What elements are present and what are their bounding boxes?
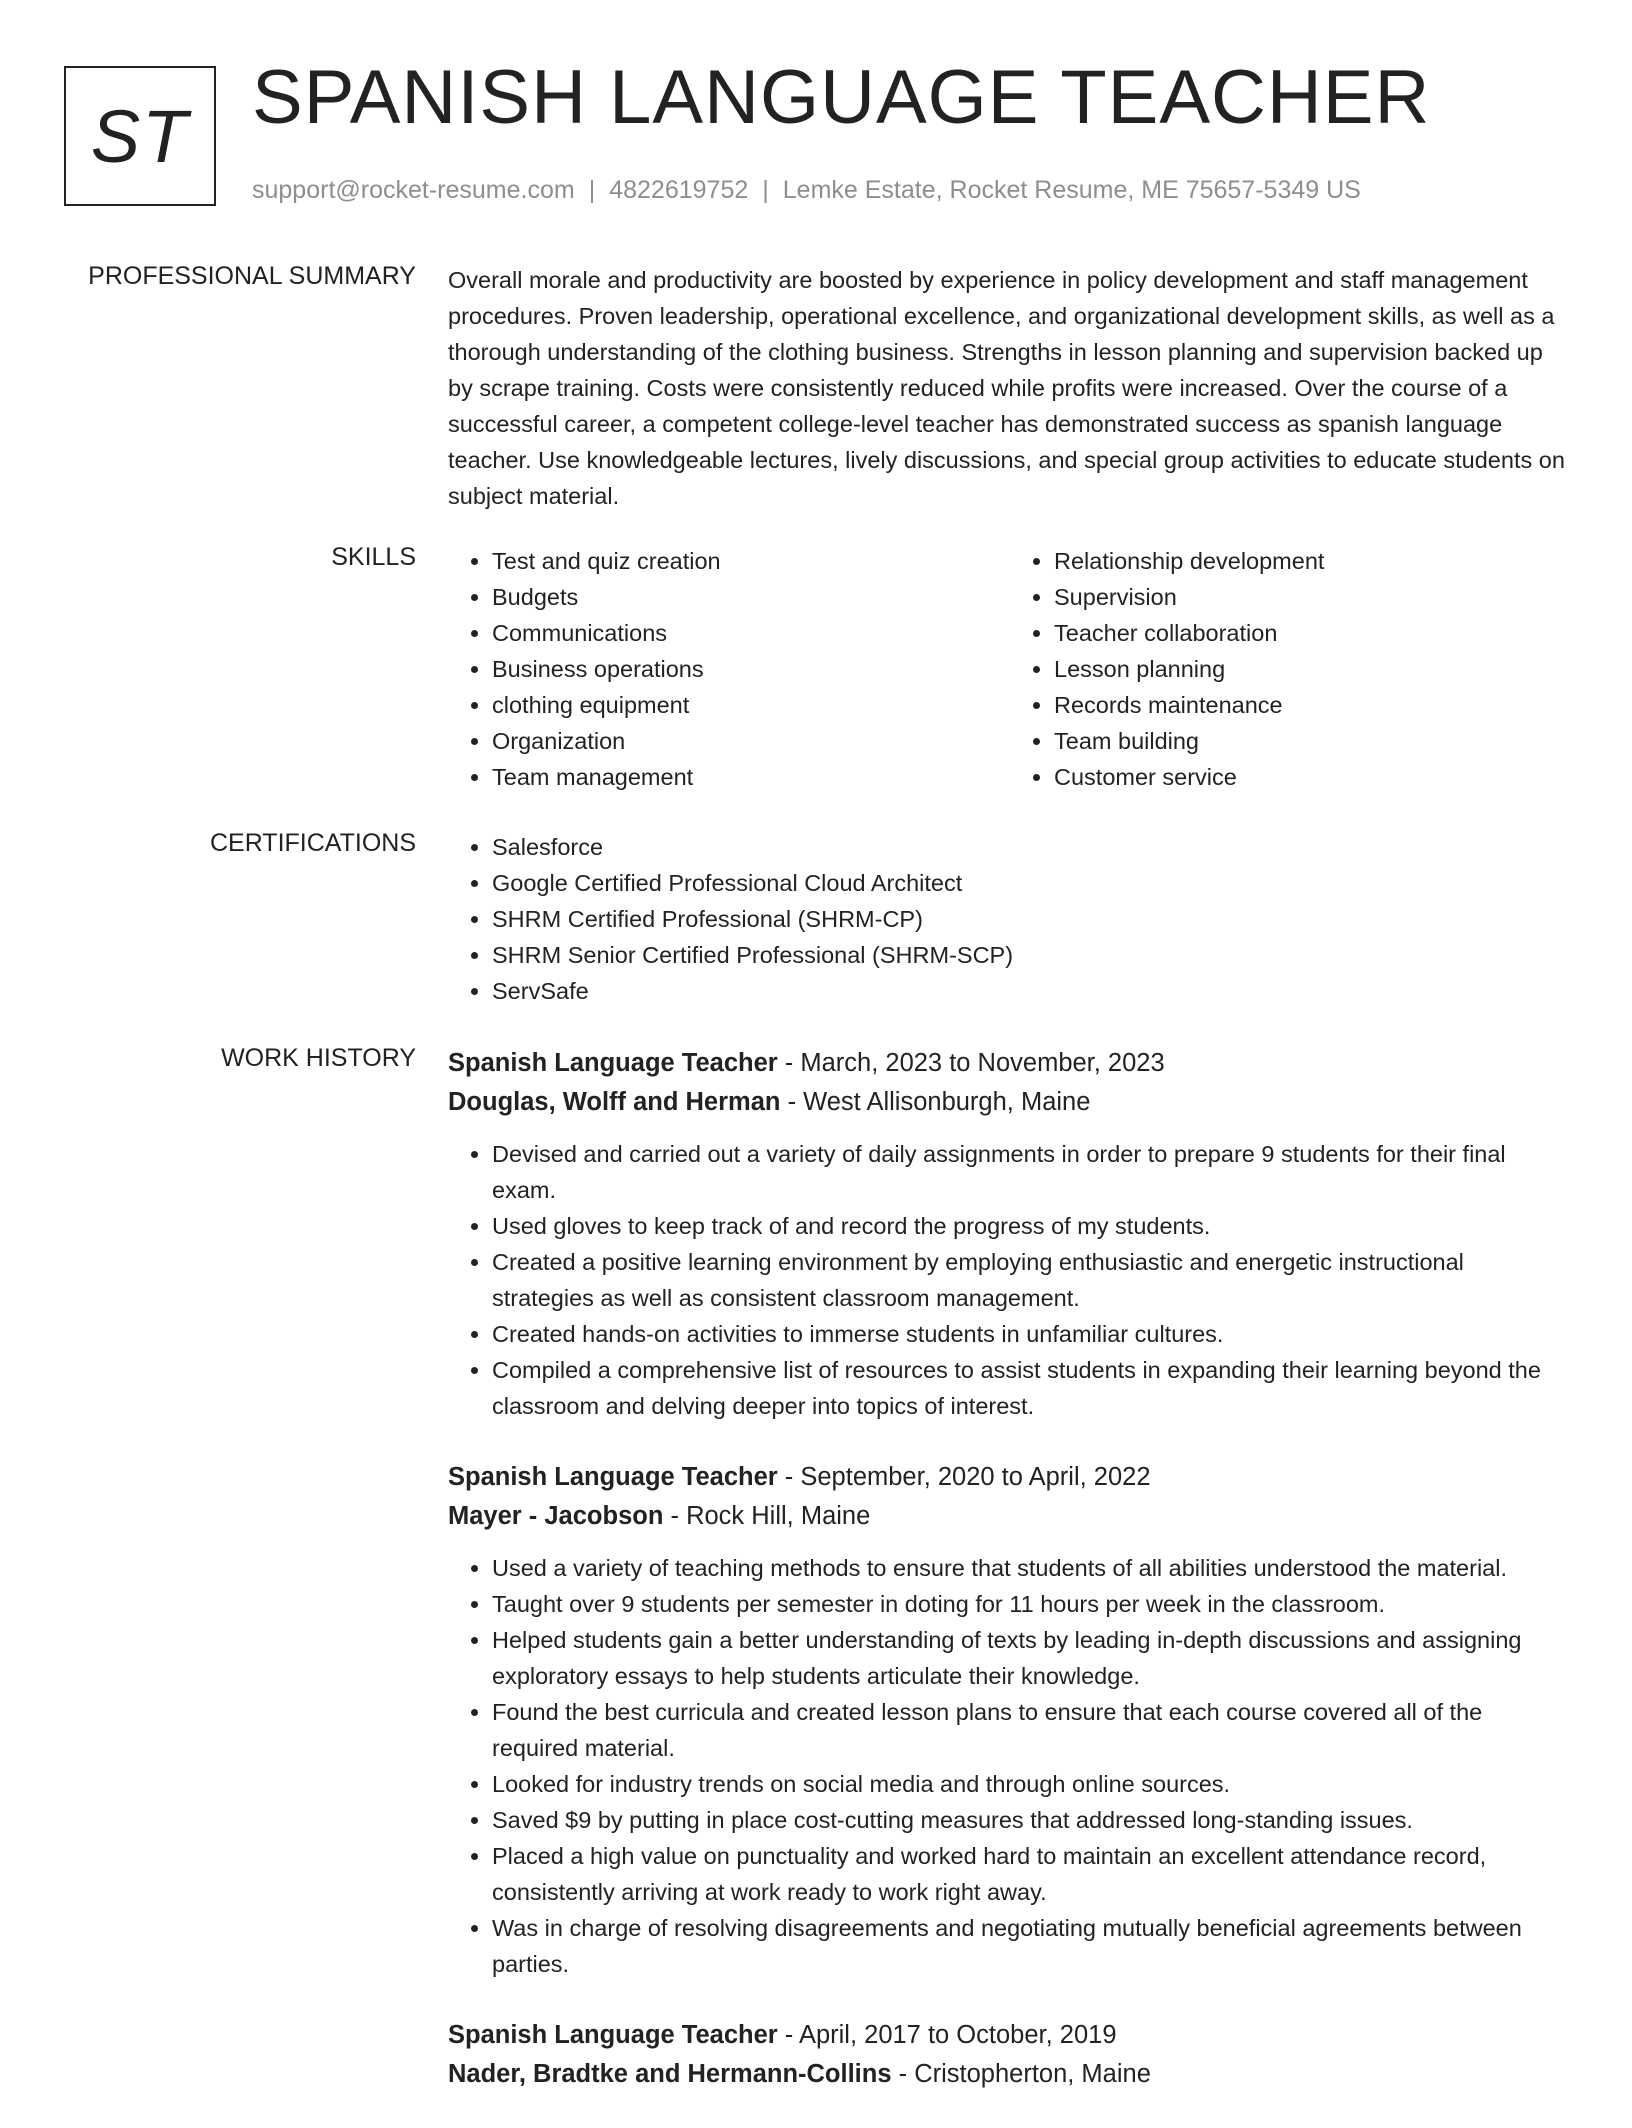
job-dates: - March, 2023 to November, 2023 — [777, 1049, 1165, 1077]
certifications-list — [448, 829, 1572, 1009]
resume-title: SPANISH LANGUAGE TEACHER — [252, 55, 1431, 140]
job-bullet: • Devised and carried out a variety of daily assignments in order to prepare 9 students for their final exam. — [492, 1136, 1572, 1208]
contact-phone[interactable]: 4822619752 — [609, 176, 749, 204]
job-title: Spanish Language Teacher — [448, 1463, 778, 1491]
job-location: - Cristopherton, Maine — [891, 2060, 1151, 2088]
job-title: Spanish Language Teacher — [448, 2021, 778, 2049]
certification-item: • Google Certified Professional Cloud Architect — [492, 865, 1572, 901]
contact-email[interactable]: support@rocket-resume.com — [252, 176, 575, 204]
job-title-line — [448, 2016, 1572, 2055]
contact-separator: | — [762, 176, 769, 204]
job-bullet: • Helped students gain a better understanding of texts by leading in-depth discussions and assigning exploratory essays to help students articulate their knowledge. — [492, 1622, 1572, 1694]
contact-address: Lemke Estate, Rocket Resume, ME 75657-5349 US — [782, 176, 1361, 204]
job-company: Douglas, Wolff and Herman — [448, 1088, 781, 1116]
job-entry — [448, 2016, 1572, 2094]
job-title-line — [448, 1458, 1572, 1497]
skills-body — [448, 543, 1572, 795]
job-spacer — [448, 1122, 1572, 1136]
skill-item: • Test and quiz creation — [492, 543, 1010, 579]
job-company: Mayer - Jacobson — [448, 1502, 664, 1530]
skill-item: • Lesson planning — [1054, 651, 1572, 687]
certification-item: • ServSafe — [492, 973, 1572, 1009]
job-bullet: • Used a variety of teaching methods to ensure that students of all abilities understood the material. — [492, 1550, 1572, 1586]
job-entry — [448, 1044, 1572, 1424]
skill-item: • Team building — [1054, 723, 1572, 759]
job-bullet: • Found the best curricula and created lesson plans to ensure that each course covered all of the required material. — [492, 1694, 1572, 1766]
job-spacer — [448, 1536, 1572, 1550]
job-bullet: • Placed a high value on punctuality and worked hard to maintain an excellent attendance record, consistently arriving at work ready to work right away. — [492, 1838, 1572, 1910]
certification-item: • SHRM Certified Professional (SHRM-CP) — [492, 901, 1572, 937]
job-dates: - April, 2017 to October, 2019 — [777, 2021, 1117, 2049]
job-bullet: • Looked for industry trends on social media and through online sources. — [492, 1766, 1572, 1802]
job-bullet: • Created hands-on activities to immerse students in unfamiliar cultures. — [492, 1316, 1572, 1352]
skill-item: • Supervision — [1054, 579, 1572, 615]
job-company-line — [448, 1497, 1572, 1536]
job-bullets — [448, 1136, 1572, 1424]
skills-list-right — [1010, 543, 1572, 795]
skill-item: • Records maintenance — [1054, 687, 1572, 723]
certifications-body — [448, 829, 1572, 1009]
job-bullet: • Used gloves to keep track of and record the progress of my students. — [492, 1208, 1572, 1244]
section-label-work-history: WORK HISTORY — [221, 1044, 416, 1072]
section-label-certifications: CERTIFICATIONS — [209, 829, 416, 857]
job-location: - Rock Hill, Maine — [663, 1502, 871, 1530]
summary-body — [448, 262, 1572, 514]
skill-item: • Budgets — [492, 579, 1010, 615]
section-label-summary: PROFESSIONAL SUMMARY — [88, 262, 416, 290]
summary-text: Overall morale and productivity are boosted by experience in policy development and staff management procedures. Proven leadership, operational excellence, and organizational development skills, as well as a thorough understanding of the clothing business. Strengths in lesson planning and supervision backed up by scrape training. Costs were consistently reduced while profits were increased. Over the course of a successful career, a competent college-level teacher has demonstrated success as spanish language teacher. Use knowledgeable lectures, lively discussions, and special group activities to educate students on subject material. — [448, 267, 1565, 509]
job-dates: - September, 2020 to April, 2022 — [777, 1463, 1151, 1491]
job-company: Nader, Bradtke and Hermann-Collins — [448, 2060, 892, 2088]
job-bullet: • Saved $9 by putting in place cost-cutting measures that addressed long-standing issues. — [492, 1802, 1572, 1838]
job-bullet: • Compiled a comprehensive list of resources to assist students in expanding their learning beyond the classroom and delving deeper into topics of interest. — [492, 1352, 1572, 1424]
skill-item: • Customer service — [1054, 759, 1572, 795]
work-history-body — [448, 1044, 1572, 2128]
skill-item: • Team management — [492, 759, 1010, 795]
job-bullets — [448, 1550, 1572, 1982]
job-location: - West Allisonburgh, Maine — [780, 1088, 1091, 1116]
skill-item: • Business operations — [492, 651, 1010, 687]
skill-item: • Organization — [492, 723, 1010, 759]
skill-item: • Teacher collaboration — [1054, 615, 1572, 651]
skill-item: • Communications — [492, 615, 1010, 651]
monogram-logo: ST — [64, 66, 216, 206]
certification-item: • Salesforce — [492, 829, 1572, 865]
certification-item: • SHRM Senior Certified Professional (SHRM-SCP) — [492, 937, 1572, 973]
skill-item: • clothing equipment — [492, 687, 1010, 723]
contact-separator: | — [588, 176, 596, 204]
job-title: Spanish Language Teacher — [448, 1049, 778, 1077]
skill-item: • Relationship development — [1054, 543, 1572, 579]
job-title-line — [448, 1044, 1572, 1083]
job-bullet: • Created a positive learning environment by employing enthusiastic and energetic instructional strategies as well as consistent classroom management. — [492, 1244, 1572, 1316]
skills-list-left — [448, 543, 1010, 795]
section-label-skills: SKILLS — [331, 543, 416, 571]
job-company-line — [448, 1083, 1572, 1122]
job-entry — [448, 1458, 1572, 1982]
contact-line — [252, 176, 1361, 205]
job-company-line — [448, 2055, 1572, 2094]
job-bullet: • Was in charge of resolving disagreements and negotiating mutually beneficial agreements between parties. — [492, 1910, 1572, 1982]
job-bullet: • Taught over 9 students per semester in doting for 11 hours per week in the classroom. — [492, 1586, 1572, 1622]
